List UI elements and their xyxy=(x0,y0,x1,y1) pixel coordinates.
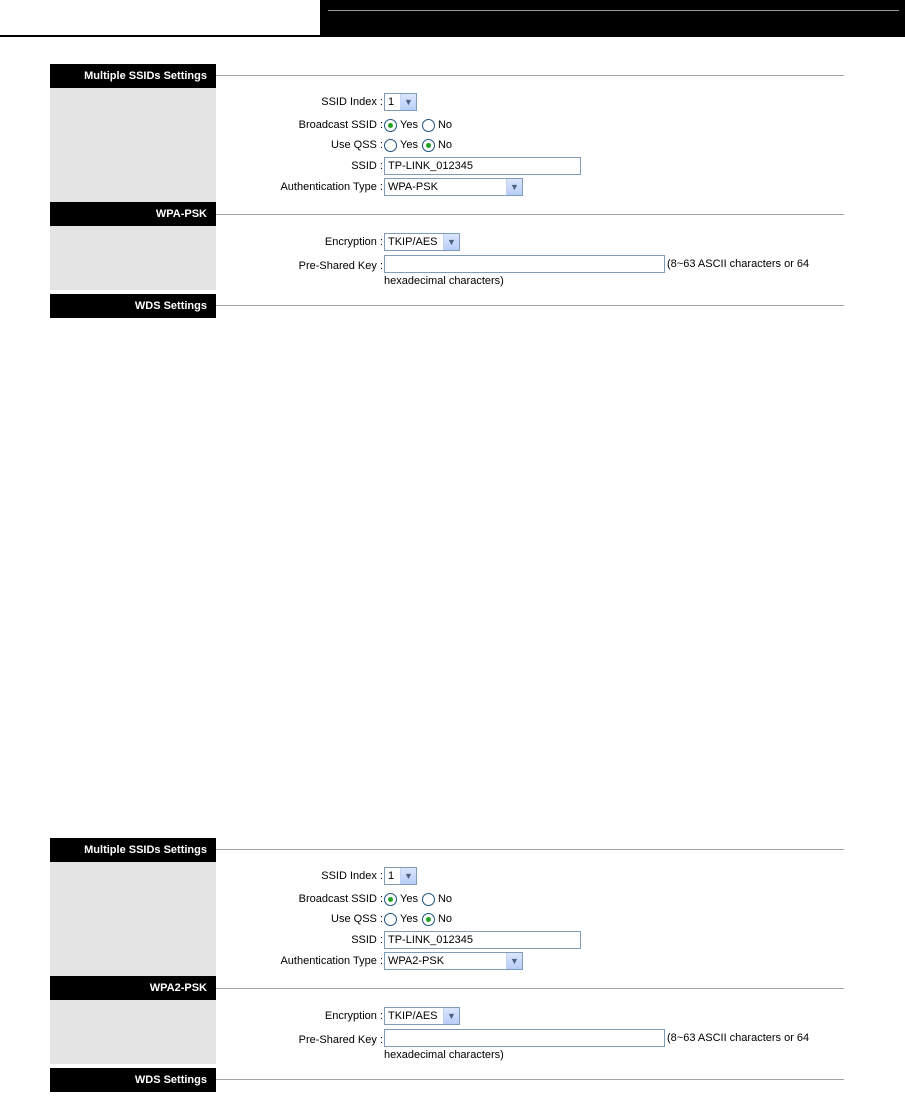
psk-header: WPA2-PSK xyxy=(50,976,216,1000)
header-bar-line xyxy=(328,10,899,11)
pre-shared-key-input[interactable] xyxy=(384,255,665,273)
use-qss-row xyxy=(216,909,844,929)
section-divider xyxy=(216,849,844,850)
wds-settings-header: WDS Settings xyxy=(50,294,216,318)
radio-selected-icon xyxy=(388,897,393,902)
wds-settings-header: WDS Settings xyxy=(50,1068,216,1092)
chevron-down-icon[interactable]: ▼ xyxy=(506,179,522,195)
chevron-down-icon[interactable]: ▼ xyxy=(443,1008,459,1024)
section-divider xyxy=(216,214,844,215)
encryption-select[interactable] xyxy=(384,233,460,251)
ssid-index-value: 1 xyxy=(388,870,395,882)
auth-type-select[interactable] xyxy=(384,952,523,970)
broadcast-ssid-label: Broadcast SSID : xyxy=(298,119,383,131)
chevron-down-icon[interactable]: ▼ xyxy=(443,234,459,250)
key-hint: (8~63 ASCII characters or 64 xyxy=(667,258,810,270)
radio-selected-icon xyxy=(426,143,431,148)
broadcast-no-label: No xyxy=(437,893,453,905)
encryption-value: TKIP/AES xyxy=(388,236,438,248)
ssid-row xyxy=(216,156,844,176)
section-sidebar xyxy=(50,88,216,202)
pre-shared-key-row xyxy=(216,254,844,290)
section-sidebar xyxy=(50,226,216,290)
header-rule xyxy=(0,35,320,37)
broadcast-ssid-row xyxy=(216,889,844,909)
broadcast-no-radio[interactable] xyxy=(422,893,435,906)
auth-type-row xyxy=(216,177,844,197)
ssid-input[interactable]: TP-LINK_012345 xyxy=(384,931,581,949)
use-qss-row xyxy=(216,135,844,155)
pre-shared-key-label: Pre-Shared Key : xyxy=(298,1034,383,1046)
pre-shared-key-input[interactable] xyxy=(384,1029,665,1047)
chevron-down-icon[interactable]: ▼ xyxy=(400,868,416,884)
broadcast-ssid-label: Broadcast SSID : xyxy=(298,893,383,905)
section-divider xyxy=(216,305,844,306)
qss-yes-radio[interactable] xyxy=(384,139,397,152)
qss-no-radio[interactable] xyxy=(422,139,435,152)
ssid-index-row xyxy=(216,92,844,112)
ssid-label: SSID : xyxy=(351,160,383,172)
qss-no-radio[interactable] xyxy=(422,913,435,926)
broadcast-ssid-row xyxy=(216,115,844,135)
qss-no-label: No xyxy=(437,913,453,925)
ssid-index-label: SSID Index : xyxy=(321,870,383,882)
auth-type-select[interactable] xyxy=(384,178,523,196)
auth-type-label: Authentication Type : xyxy=(280,955,383,967)
qss-no-label: No xyxy=(437,139,453,151)
multiple-ssids-header: Multiple SSIDs Settings xyxy=(50,64,216,88)
auth-type-value: WPA2-PSK xyxy=(388,955,445,967)
psk-header: WPA-PSK xyxy=(50,202,216,226)
multiple-ssids-header: Multiple SSIDs Settings xyxy=(50,838,216,862)
encryption-select[interactable] xyxy=(384,1007,460,1025)
header-bar xyxy=(320,0,905,37)
key-hint-continued: hexadecimal characters) xyxy=(384,1049,504,1061)
radio-selected-icon xyxy=(426,917,431,922)
ssid-index-select[interactable] xyxy=(384,93,417,111)
key-hint: (8~63 ASCII characters or 64 xyxy=(667,1032,810,1044)
pre-shared-key-label: Pre-Shared Key : xyxy=(298,260,383,272)
chevron-down-icon[interactable]: ▼ xyxy=(506,953,522,969)
ssid-index-label: SSID Index : xyxy=(321,96,383,108)
encryption-label: Encryption : xyxy=(324,1010,383,1022)
encryption-value: TKIP/AES xyxy=(388,1010,438,1022)
broadcast-no-label: No xyxy=(437,119,453,131)
auth-type-value: WPA-PSK xyxy=(388,181,438,193)
section-divider xyxy=(216,75,844,76)
section-sidebar xyxy=(50,1000,216,1064)
settings-panel-1 xyxy=(50,64,844,320)
use-qss-label: Use QSS : xyxy=(331,139,383,151)
broadcast-no-radio[interactable] xyxy=(422,119,435,132)
chevron-down-icon[interactable]: ▼ xyxy=(400,94,416,110)
ssid-row xyxy=(216,930,844,950)
section-divider xyxy=(216,988,844,989)
auth-type-label: Authentication Type : xyxy=(280,181,383,193)
pre-shared-key-row xyxy=(216,1028,844,1064)
broadcast-yes-label: Yes xyxy=(400,893,418,905)
qss-yes-label: Yes xyxy=(400,913,418,925)
radio-selected-icon xyxy=(388,123,393,128)
broadcast-yes-radio[interactable] xyxy=(384,893,397,906)
section-divider xyxy=(216,1079,844,1080)
ssid-index-row xyxy=(216,866,844,886)
broadcast-yes-label: Yes xyxy=(400,119,418,131)
ssid-index-value: 1 xyxy=(388,96,395,108)
settings-panel-2 xyxy=(50,838,844,1094)
qss-yes-radio[interactable] xyxy=(384,913,397,926)
encryption-label: Encryption : xyxy=(324,236,383,248)
use-qss-label: Use QSS : xyxy=(331,913,383,925)
encryption-row xyxy=(216,232,844,252)
section-sidebar xyxy=(50,862,216,976)
ssid-input[interactable]: TP-LINK_012345 xyxy=(384,157,581,175)
encryption-row xyxy=(216,1006,844,1026)
ssid-label: SSID : xyxy=(351,934,383,946)
broadcast-yes-radio[interactable] xyxy=(384,119,397,132)
auth-type-row xyxy=(216,951,844,971)
key-hint-continued: hexadecimal characters) xyxy=(384,275,504,287)
qss-yes-label: Yes xyxy=(400,139,418,151)
ssid-index-select[interactable] xyxy=(384,867,417,885)
